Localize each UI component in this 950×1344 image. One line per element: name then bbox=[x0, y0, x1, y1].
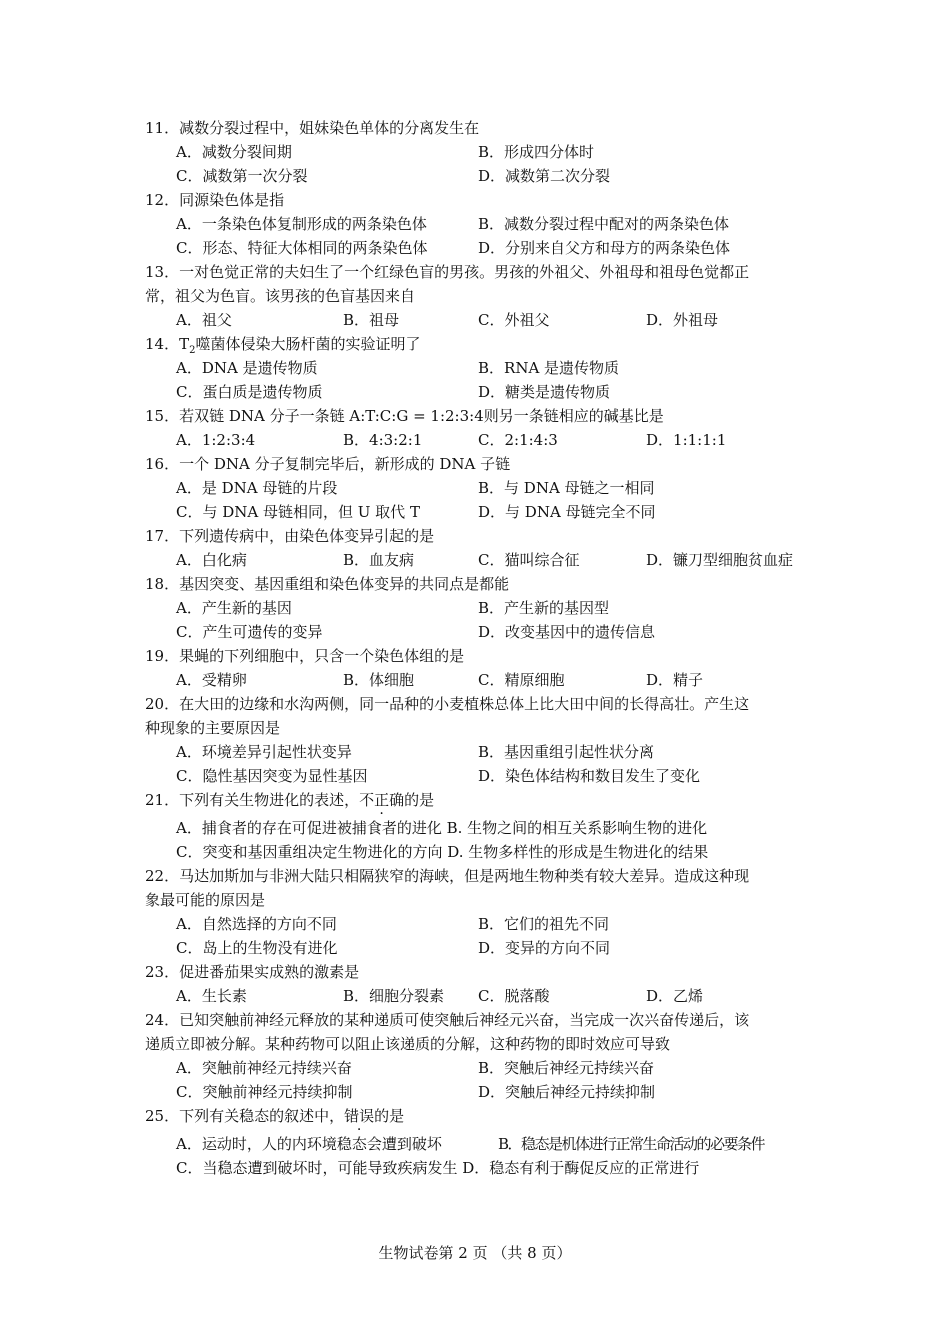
question-20-option-a: A．环境差异引起性状变异 bbox=[176, 743, 352, 761]
question-12-stem: 12．同源染色体是指 bbox=[145, 191, 285, 209]
question-13-option-c: C．外祖父 bbox=[478, 311, 550, 329]
question-20-option-d: D．染色体结构和数目发生了变化 bbox=[478, 767, 701, 785]
question-11-stem: 11．减数分裂过程中，姐妹染色单体的分离发生在 bbox=[145, 119, 480, 137]
question-20-option-b: B．基因重组引起性状分离 bbox=[478, 743, 655, 761]
question-17-stem: 17．下列遗传病中，由染色体变异引起的是 bbox=[145, 527, 435, 545]
question-14-subscript: 2 bbox=[189, 345, 196, 356]
question-22-stem-line-1: 22．马达加斯加与非洲大陆只相隔狭窄的海峡，但是两地生物种类有较大差异。造成这种现 bbox=[145, 867, 750, 885]
question-19-stem: 19．果蝇的下列细胞中，只含一个染色体组的是 bbox=[145, 647, 465, 665]
question-23-option-a: A．生长素 bbox=[176, 987, 247, 1005]
question-15-option-d: D．1:1:1:1 bbox=[646, 431, 727, 449]
question-14-option-a: A．DNA 是遗传物质 bbox=[176, 359, 318, 377]
question-22-option-d: D．变异的方向不同 bbox=[478, 939, 611, 957]
question-21-options-a-b: A．捕食者的存在可促进被捕食者的进化 B. 生物之间的相互关系影响生物的进化 bbox=[176, 819, 708, 837]
question-17-option-a: A．白化病 bbox=[176, 551, 247, 569]
question-24-stem-line-1: 24．已知突触前神经元释放的某种递质可使突触后神经元兴奋，当完成一次兴奋传递后，该 bbox=[145, 1011, 750, 1029]
question-17-option-b: B．血友病 bbox=[343, 551, 415, 569]
question-11-option-b: B．形成四分体时 bbox=[478, 143, 595, 161]
question-24-option-c: C．突触前神经元持续抑制 bbox=[176, 1083, 353, 1101]
question-16-option-c: C．与 DNA 母链相同，但 U 取代 T bbox=[176, 503, 420, 521]
question-22-option-c: C．岛上的生物没有进化 bbox=[176, 939, 338, 957]
question-23-option-c: C．脱落酸 bbox=[478, 987, 550, 1005]
question-24-option-d: D．突触后神经元持续抑制 bbox=[478, 1083, 656, 1101]
question-13-stem-line-1: 13．一对色觉正常的夫妇生了一个红绿色盲的男孩。男孩的外祖父、外祖母和祖母色觉都正 bbox=[145, 263, 750, 281]
question-22-stem-line-2: 象最可能的原因是 bbox=[145, 891, 266, 909]
question-21-stem-post: 的是 bbox=[404, 791, 435, 809]
question-19-option-b: B．体细胞 bbox=[343, 671, 415, 689]
question-18-option-a: A．产生新的基因 bbox=[176, 599, 292, 617]
question-23-stem: 23．促进番茄果实成熟的激素是 bbox=[145, 963, 360, 981]
question-15-option-a: A．1:2:3:4 bbox=[176, 431, 256, 449]
question-14-option-d: D．糖类是遗传物质 bbox=[478, 383, 611, 401]
question-11-option-c: C．减数第一次分裂 bbox=[176, 167, 308, 185]
question-21-emphasis: 不正确 bbox=[359, 791, 405, 809]
question-25-options-c-d: C．当稳态遭到破坏时，可能导致疾病发生 D．稳态有利于酶促反应的正常进行 bbox=[176, 1159, 700, 1177]
question-20-option-c: C．隐性基因突变为显性基因 bbox=[176, 767, 368, 785]
question-16-option-d: D．与 DNA 母链完全不同 bbox=[478, 503, 656, 521]
question-12-option-c: C．形态、特征大体相同的两条染色体 bbox=[176, 239, 428, 257]
question-25-emphasis: 错误 bbox=[344, 1107, 375, 1125]
question-25-option-a: A．运动时，人的内环境稳态会遭到破坏 bbox=[176, 1135, 442, 1153]
question-16-option-a: A．是 DNA 母链的片段 bbox=[176, 479, 338, 497]
question-20-stem-line-2: 种现象的主要原因是 bbox=[145, 719, 281, 737]
question-14-stem bbox=[145, 333, 420, 355]
question-21-stem bbox=[145, 789, 434, 811]
question-20-stem-line-1: 20．在大田的边缘和水沟两侧，同一品种的小麦植株总体上比大田中间的长得高壮。产生这 bbox=[145, 695, 750, 713]
question-25-option-b: B．稳态是机体进行正常生命活动的必要条件 bbox=[498, 1135, 765, 1153]
question-19-option-d: D．精子 bbox=[646, 671, 704, 689]
question-13-option-b: B．祖母 bbox=[343, 311, 400, 329]
question-22-option-b: B．它们的祖先不同 bbox=[478, 915, 610, 933]
question-13-stem-line-2: 常，祖父为色盲。该男孩的色盲基因来自 bbox=[145, 287, 416, 305]
question-17-option-d: D．镰刀型细胞贫血症 bbox=[646, 551, 794, 569]
question-15-stem: 15．若双链 DNA 分子一条链 A:T:C:G = 1:2:3:4则另一条链相应的碱基比是 bbox=[145, 407, 664, 425]
question-25-stem-pre: 25．下列有关稳态的叙述中， bbox=[145, 1107, 345, 1125]
question-22-option-a: A．自然选择的方向不同 bbox=[176, 915, 337, 933]
question-14-option-c: C．蛋白质是遗传物质 bbox=[176, 383, 323, 401]
question-11-option-d: D．减数第二次分裂 bbox=[478, 167, 611, 185]
question-19-option-c: C．精原细胞 bbox=[478, 671, 565, 689]
question-24-stem-line-2: 递质立即被分解。某种药物可以阻止该递质的分解，这种药物的即时效应可导致 bbox=[145, 1035, 671, 1053]
question-23-option-d: D．乙烯 bbox=[646, 987, 704, 1005]
question-13-option-a: A．祖父 bbox=[176, 311, 232, 329]
question-14-number: 14．T bbox=[145, 335, 190, 353]
question-23-option-b: B．细胞分裂素 bbox=[343, 987, 445, 1005]
question-18-option-c: C．产生可遗传的变异 bbox=[176, 623, 323, 641]
question-24-option-b: B．突触后神经元持续兴奋 bbox=[478, 1059, 655, 1077]
question-19-option-a: A．受精卵 bbox=[176, 671, 247, 689]
question-21-stem-pre: 21．下列有关生物进化的表述， bbox=[145, 791, 360, 809]
question-25-stem-post: 的是 bbox=[374, 1107, 405, 1125]
question-12-option-a: A．一条染色体复制形成的两条染色体 bbox=[176, 215, 427, 233]
question-25-stem bbox=[145, 1105, 404, 1127]
question-15-option-b: B．4:3:2:1 bbox=[343, 431, 423, 449]
question-12-option-b: B．减数分裂过程中配对的两条染色体 bbox=[478, 215, 730, 233]
question-15-option-c: C．2:1:4:3 bbox=[478, 431, 558, 449]
page-footer: 生物试卷第 2 页 （共 8 页） bbox=[378, 1244, 572, 1262]
question-12-option-d: D．分别来自父方和母方的两条染色体 bbox=[478, 239, 731, 257]
question-24-option-a: A．突触前神经元持续兴奋 bbox=[176, 1059, 352, 1077]
question-16-option-b: B．与 DNA 母链之一相同 bbox=[478, 479, 655, 497]
question-14-text: 噬菌体侵染大肠杆菌的实验证明了 bbox=[195, 335, 421, 353]
question-11-option-a: A．减数分裂间期 bbox=[176, 143, 292, 161]
question-13-option-d: D．外祖母 bbox=[646, 311, 719, 329]
question-17-option-c: C．猫叫综合征 bbox=[478, 551, 580, 569]
question-18-option-d: D．改变基因中的遗传信息 bbox=[478, 623, 656, 641]
question-21-options-c-d: C．突变和基因重组决定生物进化的方向 D. 生物多样性的形成是生物进化的结果 bbox=[176, 843, 709, 861]
question-18-option-b: B．产生新的基因型 bbox=[478, 599, 610, 617]
question-16-stem: 16．一个 DNA 分子复制完毕后，新形成的 DNA 子链 bbox=[145, 455, 511, 473]
question-18-stem: 18．基因突变、基因重组和染色体变异的共同点是都能 bbox=[145, 575, 510, 593]
question-14-option-b: B．RNA 是遗传物质 bbox=[478, 359, 620, 377]
